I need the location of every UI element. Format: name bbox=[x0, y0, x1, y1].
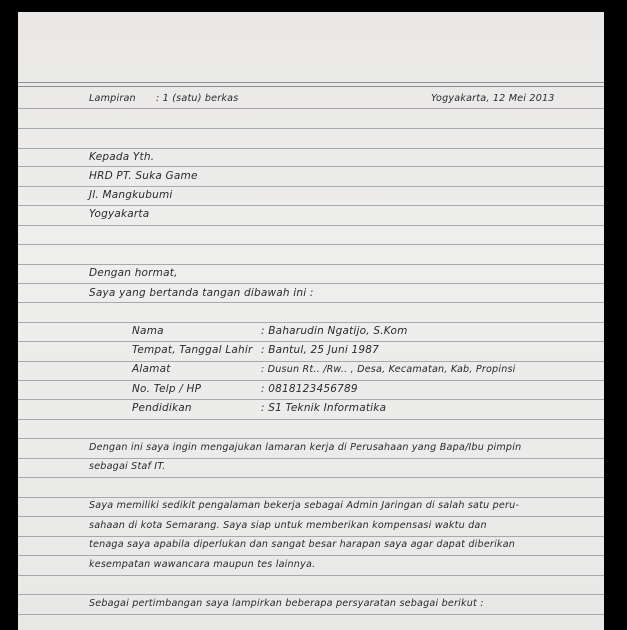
ruled-line bbox=[18, 322, 604, 323]
detail-label: No. Telp / HP bbox=[132, 383, 202, 395]
detail-value: : Dusun Rt.. /Rw.. , Desa, Kecamatan, Kab, Propinsi bbox=[261, 364, 516, 375]
detail-value: : Bantul, 25 Juni 1987 bbox=[261, 344, 380, 356]
paragraph-line: kesempatan wawancara maupun tes lainnya. bbox=[89, 559, 316, 570]
ruled-line bbox=[18, 108, 604, 109]
ruled-line bbox=[18, 477, 604, 478]
ruled-line bbox=[18, 302, 604, 303]
detail-label: Pendidikan bbox=[132, 402, 192, 414]
lampiran-label: Lampiran bbox=[89, 93, 136, 104]
letter-paper bbox=[18, 12, 604, 630]
ruled-line bbox=[18, 555, 604, 556]
ruled-line bbox=[18, 399, 604, 400]
detail-value: : Baharudin Ngatijo, S.Kom bbox=[261, 325, 408, 337]
detail-label: Alamat bbox=[132, 363, 171, 375]
ruled-line bbox=[18, 575, 604, 576]
paragraph-line: sebagai Staf IT. bbox=[89, 461, 166, 472]
detail-value: : S1 Teknik Informatika bbox=[261, 402, 387, 414]
paragraph-line: tenaga saya apabila diperlukan dan sangat besar harapan saya agar dapat diberikan bbox=[89, 539, 516, 550]
ruled-line bbox=[18, 594, 604, 595]
ruled-line bbox=[18, 148, 604, 149]
place-date: Yogyakarta, 12 Mei 2013 bbox=[431, 93, 555, 104]
paragraph-line: Saya memiliki sedikit pengalaman bekerja sebagai Admin Jaringan di salah satu peru- bbox=[89, 500, 520, 511]
paragraph-line: Sebagai pertimbangan saya lampirkan beberapa persyaratan sebagai berikut : bbox=[89, 598, 484, 609]
ruled-line bbox=[18, 205, 604, 206]
ruled-line bbox=[18, 186, 604, 187]
detail-value: : 0818123456789 bbox=[261, 383, 358, 395]
ruled-line bbox=[18, 225, 604, 226]
paragraph-line: sahaan di kota Semarang. Saya siap untuk memberikan kompensasi waktu dan bbox=[89, 520, 487, 531]
ruled-line bbox=[18, 82, 604, 83]
ruled-line bbox=[18, 419, 604, 420]
ruled-line bbox=[18, 86, 604, 87]
paragraph-line: Dengan ini saya ingin mengajukan lamaran kerja di Perusahaan yang Bapa/Ibu pimpin bbox=[89, 442, 522, 453]
ruled-line bbox=[18, 361, 604, 362]
ruled-line bbox=[18, 458, 604, 459]
lampiran-value: : 1 (satu) berkas bbox=[156, 93, 239, 104]
detail-label: Tempat, Tanggal Lahir bbox=[132, 344, 253, 356]
ruled-line bbox=[18, 341, 604, 342]
recipient-line: Yogyakarta bbox=[89, 208, 150, 220]
ruled-line bbox=[18, 614, 604, 615]
ruled-line bbox=[18, 244, 604, 245]
ruled-line bbox=[18, 536, 604, 537]
intro-line: Saya yang bertanda tangan dibawah ini : bbox=[89, 287, 314, 299]
ruled-line bbox=[18, 283, 604, 284]
detail-label: Nama bbox=[132, 325, 164, 337]
ruled-line bbox=[18, 516, 604, 517]
ruled-line bbox=[18, 166, 604, 167]
recipient-line: Kepada Yth. bbox=[89, 151, 155, 163]
ruled-line bbox=[18, 497, 604, 498]
greeting: Dengan hormat, bbox=[89, 267, 178, 279]
ruled-line bbox=[18, 264, 604, 265]
recipient-line: Jl. Mangkubumi bbox=[89, 189, 173, 201]
ruled-line bbox=[18, 128, 604, 129]
recipient-line: HRD PT. Suka Game bbox=[89, 170, 198, 182]
ruled-line bbox=[18, 380, 604, 381]
ruled-line bbox=[18, 438, 604, 439]
